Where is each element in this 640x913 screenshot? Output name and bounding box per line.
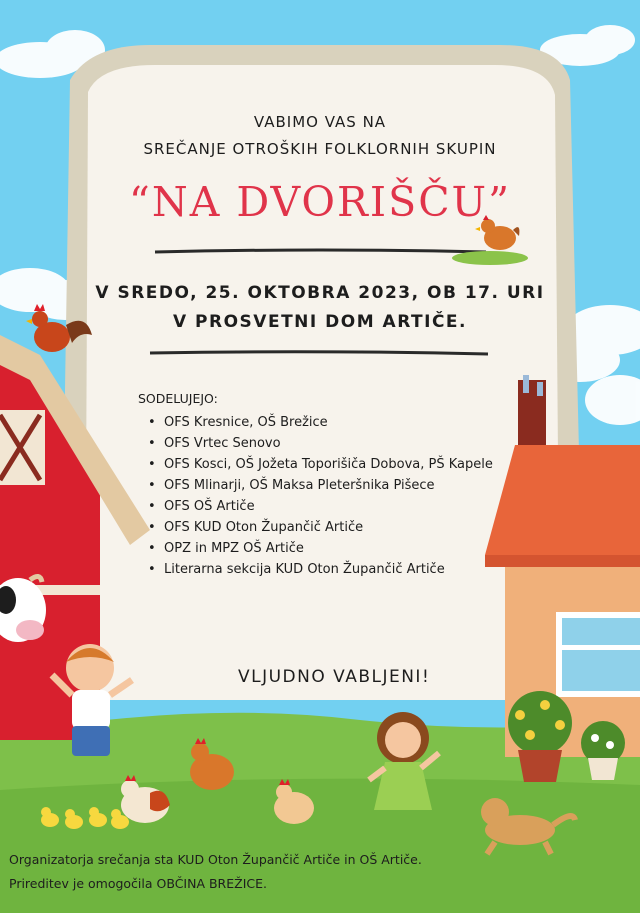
list-item: • OPZ in MPZ OŠ Artiče [148,538,493,559]
participants-heading: SODELUJEJO: [138,391,218,406]
event-date-line-2: V PROSVETNI DOM ARTIČE. [172,312,467,332]
list-item: • OFS Mlinarji, OŠ Maksa Pleteršnika Pišece [148,475,493,496]
invite-line-2: SREČANJE OTROŠKIH FOLKLORNIH SKUPIN [143,140,497,158]
invite-line-1: VABIMO VAS NA [253,113,387,131]
event-date-line-1: V SREDO, 25. OKTOBRA 2023, OB 17. URI [95,283,545,303]
list-item: • OFS Kresnice, OŠ Brežice [148,412,493,433]
list-item: • OFS Vrtec Senovo [148,433,493,454]
welcome-text: VLJUDNO VABLJENI! [238,667,431,687]
footer-organizers: Organizatorja srečanja sta KUD Oton Župančič Artiče in OŠ Artiče. [9,852,422,867]
event-title: “NA DVORIŠČU” [128,178,512,226]
footer-sponsor: Prireditev je omogočila OBČINA BREŽICE. [9,876,267,891]
list-item: • OFS OŠ Artiče [148,496,493,517]
list-item: • OFS KUD Oton Župančič Artiče [148,517,493,538]
participants-list [148,412,493,580]
list-item: • OFS Kosci, OŠ Jožeta Toporišiča Dobova, PŠ Kapele [148,454,493,475]
paper-sheet [85,65,560,700]
list-item: • Literarna sekcija KUD Oton Župančič Artiče [148,559,493,580]
